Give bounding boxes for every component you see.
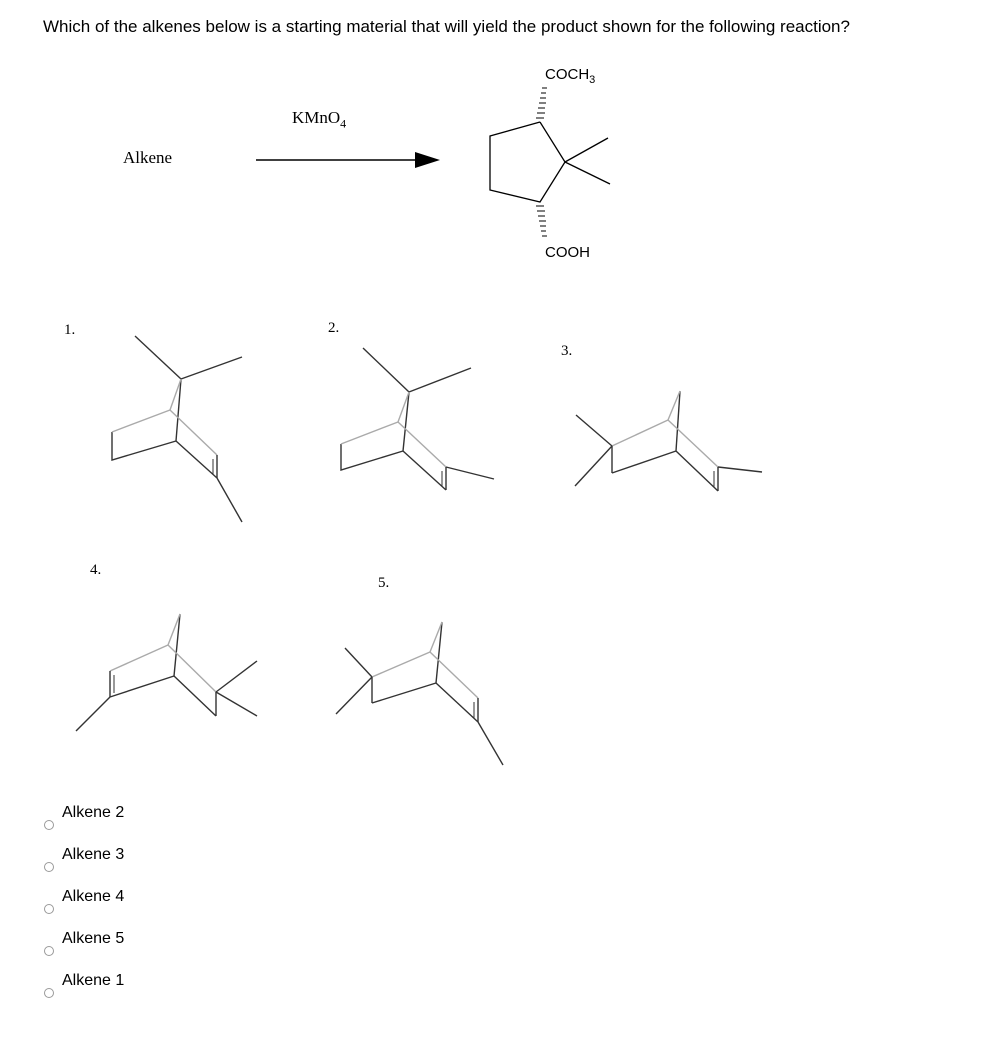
answer-option-alkene-1[interactable] bbox=[44, 972, 244, 1002]
radio-button[interactable] bbox=[44, 820, 54, 830]
alkene-structure-5 bbox=[336, 622, 503, 765]
radio-button[interactable] bbox=[44, 904, 54, 914]
option-label: Alkene 5 bbox=[62, 930, 125, 947]
reagent-subscript: 4 bbox=[340, 116, 347, 131]
radio-button[interactable] bbox=[44, 862, 54, 872]
product-top-subscript: 3 bbox=[589, 74, 596, 86]
structure-number-4: 4. bbox=[90, 562, 102, 578]
option-label: Alkene 1 bbox=[62, 972, 125, 989]
answer-option-alkene-4[interactable] bbox=[44, 888, 244, 918]
product-top-formula: COCH bbox=[545, 66, 590, 83]
reagent-formula: KMnO bbox=[292, 108, 341, 127]
option-label: Alkene 4 bbox=[62, 888, 125, 905]
option-label: Alkene 3 bbox=[62, 846, 125, 863]
reactant-label: Alkene bbox=[123, 148, 173, 167]
answer-option-alkene-5[interactable] bbox=[44, 930, 244, 960]
structure-number-2: 2. bbox=[328, 320, 340, 336]
answer-option-alkene-2[interactable] bbox=[44, 804, 244, 834]
option-label: Alkene 2 bbox=[62, 804, 125, 821]
radio-button[interactable] bbox=[44, 988, 54, 998]
answer-option-alkene-3[interactable] bbox=[44, 846, 244, 876]
reaction-arrow bbox=[256, 152, 440, 168]
alkene-structure-4 bbox=[76, 614, 257, 731]
radio-button[interactable] bbox=[44, 946, 54, 956]
structure-number-3: 3. bbox=[561, 343, 573, 359]
product-bottom-group: COOH bbox=[545, 244, 590, 261]
alkene-structure-1 bbox=[112, 336, 242, 522]
alkene-structure-3 bbox=[575, 391, 762, 491]
alkene-structure-2 bbox=[341, 348, 494, 490]
question-text: Which of the alkenes below is a starting material that will yield the product shown for the following reaction? bbox=[43, 17, 850, 36]
product-structure bbox=[490, 88, 610, 236]
structure-number-5: 5. bbox=[378, 575, 390, 591]
structure-number-1: 1. bbox=[64, 322, 76, 338]
